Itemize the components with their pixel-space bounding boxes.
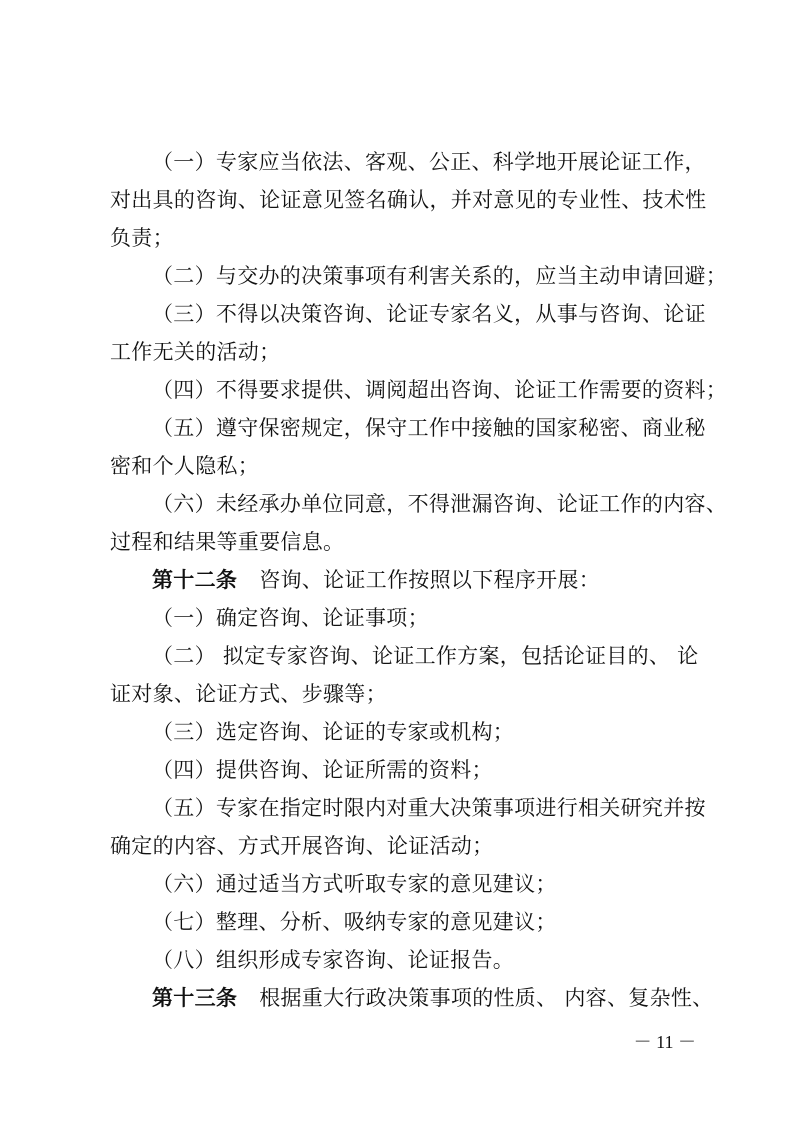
article-13-text: 根据重大行政决策事项的性质、 内容、复杂性、 [259,986,714,1010]
step-line: 证对象、论证方式、步骤等； [110,682,387,706]
step-line: （七）整理、分析、吸纳专家的意见建议； [152,910,557,934]
paragraph-line: （一）专家应当依法、客观、公正、科学地开展论证工作， [152,150,706,174]
step-line: 确定的内容、方式开展咨询、论证活动； [110,834,494,858]
paragraph-line: （四）不得要求提供、调阅超出咨询、论证工作需要的资料； [152,378,728,402]
paragraph-line: （五）遵守保密规定，保守工作中接触的国家秘密、商业秘 [152,416,706,440]
paragraph-line: （三）不得以决策咨询、论证专家名义，从事与咨询、论证 [152,302,706,326]
article-12-text: 咨询、论证工作按照以下程序开展： [259,568,601,592]
paragraph-line: 过程和结果等重要信息。 [110,530,345,554]
step-line: （四）提供咨询、论证所需的资料； [152,758,493,782]
paragraph-line: （二）与交办的决策事项有利害关系的，应当主动申请回避； [152,264,728,288]
paragraph-line: （六）未经承办单位同意，不得泄漏咨询、论证工作的内容、 [152,492,728,516]
step-line: （五）专家在指定时限内对重大决策事项进行相关研究并按 [152,796,706,820]
paragraph-line: 密和个人隐私； [110,454,260,478]
article-13 [152,984,714,1012]
paragraph-line: 负责； [110,226,174,250]
step-line: （三）选定咨询、论证的专家或机构； [152,720,515,744]
step-line: （六）通过适当方式听取专家的意见建议； [152,872,557,896]
step-line: （二） 拟定专家咨询、论证工作方案，包括论证目的、 论 [152,644,699,668]
paragraph-line: 工作无关的活动； [110,340,281,364]
step-line: （八）组织形成专家咨询、论证报告。 [152,948,515,972]
page-number: － 11 － [633,1032,696,1052]
article-12 [152,566,695,594]
article-13-heading: 第十三条 [152,986,238,1010]
paragraph-line: 对出具的咨询、论证意见签名确认，并对意见的专业性、技术性 [110,188,707,212]
step-line: （一）确定咨询、论证事项； [152,606,429,630]
article-12-heading: 第十二条 [152,568,238,592]
